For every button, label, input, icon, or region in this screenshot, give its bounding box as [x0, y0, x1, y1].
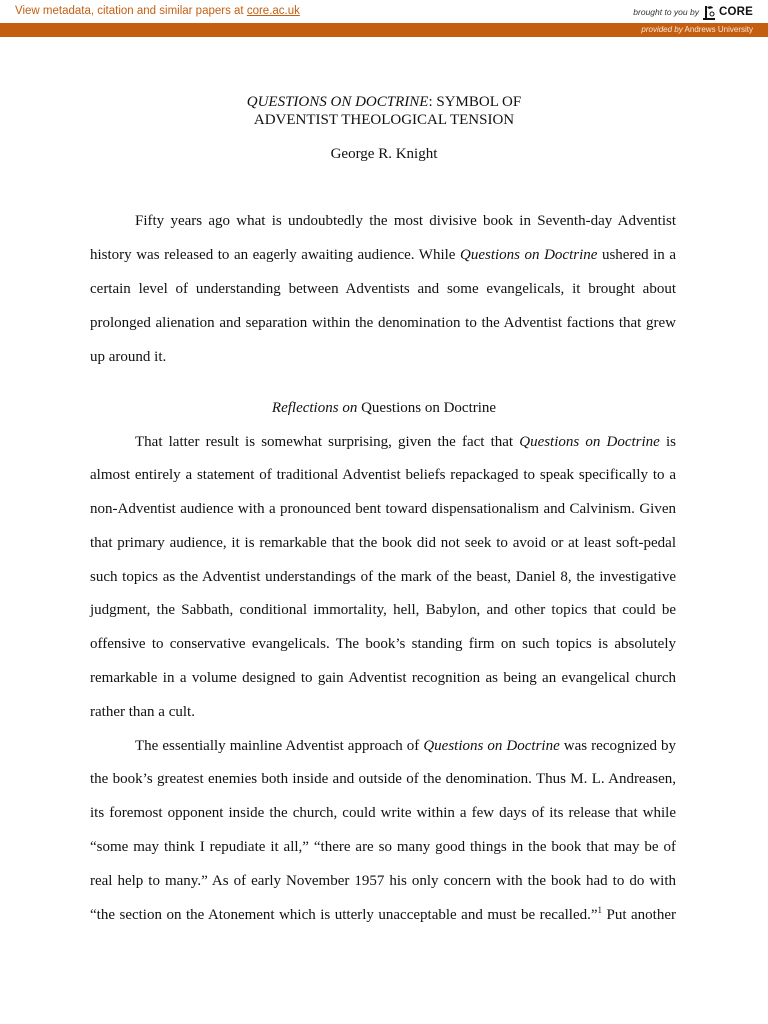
paragraph-line: the book’s greatest enemies both inside and outside of the denomination. Thus M. L. Andreasen, [90, 771, 676, 787]
title-italic: QUESTIONS ON DOCTRINE [246, 94, 429, 110]
footnote-marker[interactable]: 1 [597, 905, 603, 915]
core-banner [0, 0, 768, 24]
paragraph-line: non-Adventist audience with a pronounced bent toward dispensationalism and Calvinism. Given [90, 501, 676, 517]
paragraph-line: That latter result is somewhat surprising, given the fact that Questions on Doctrine is [135, 434, 676, 450]
provided-by-institution: Andrews University [684, 25, 753, 34]
paragraph-line: rather than a cult. [90, 704, 195, 720]
author-name: George R. Knight [330, 146, 438, 162]
subheading-rest: Questions on Doctrine [357, 400, 497, 416]
document-title-line-1 [0, 93, 768, 111]
section-subheading [0, 400, 768, 417]
paragraph-line: “the section on the Atonement which is utterly unacceptable and must be recalled.”$^1$ Put another [90, 905, 676, 923]
title-rest: : SYMBOL OF [428, 94, 522, 110]
paragraph-line: judgment, the Sabbath, conditional immortality, hell, Babylon, and other topics that could be [90, 602, 676, 618]
core-metadata-link-text [15, 5, 300, 17]
paragraph-line: up around it. [90, 349, 167, 365]
paragraph-line: history was released to an eagerly awaiting audience. While Questions on Doctrine ushered in a [90, 247, 676, 263]
paragraph-line: Fifty years ago what is undoubtedly the most divisive book in Seventh-day Adventist [135, 213, 676, 229]
paragraph-line: certain level of understanding between Adventists and some evangelicals, it brought about [90, 281, 676, 297]
provided-by-text [641, 25, 753, 34]
paragraph-line: that primary audience, it is remarkable that the book did not seek to avoid or at least soft-pedal [90, 535, 676, 551]
paragraph-line: its foremost opponent inside the church, could write within a few days of its release that while [90, 805, 676, 821]
paragraph-line: such topics as the Adventist understandings of the mark of the beast, Daniel 8, the investigative [90, 569, 676, 585]
paragraph-line: offensive to conservative evangelicals. The book’s standing firm on such topics is absolutely [90, 636, 676, 652]
subheading-italic: Reflections on [271, 400, 358, 416]
core-logo-icon [703, 4, 715, 20]
paragraph-line: almost entirely a statement of traditional Adventist beliefs repackaged to speak specifically to a [90, 467, 676, 483]
paragraph-line: real help to many.” As of early November 1957 his only concern with the book had to do with [90, 873, 676, 889]
paragraph-line: remarkable in a volume designed to gain Adventist recognition as being an evangelical church [90, 670, 676, 686]
provided-by-prefix: provided by [641, 25, 683, 34]
provided-by-bar [0, 23, 768, 37]
document-title-line-2: ADVENTIST THEOLOGICAL TENSION [253, 112, 515, 128]
core-branding[interactable] [633, 3, 753, 21]
paragraph-line: The essentially mainline Adventist approach of Questions on Doctrine was recognized by [135, 738, 676, 754]
core-view-text: View metadata, citation and similar papers at [15, 5, 247, 17]
paragraph-line: prolonged alienation and separation within the denomination to the Adventist factions that grew [90, 315, 676, 331]
core-name: CORE [718, 6, 753, 18]
paragraph-line: “some may think I repudiate it all,” “there are so many good things in the book that may be of [90, 839, 676, 855]
brought-to-you-text: brought to you by [633, 7, 699, 17]
core-link[interactable]: core.ac.uk [246, 5, 300, 17]
